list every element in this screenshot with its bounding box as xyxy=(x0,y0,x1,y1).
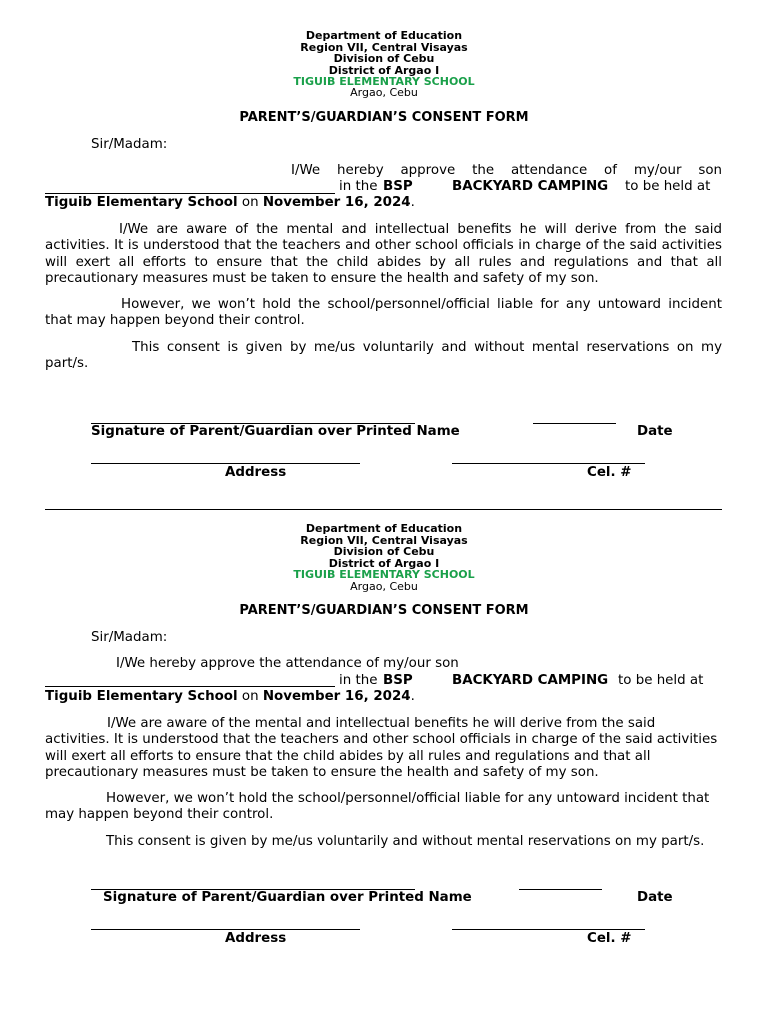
department-heading: Department of Education xyxy=(305,29,463,42)
cel-line[interactable] xyxy=(452,463,645,464)
date-line[interactable] xyxy=(519,889,602,890)
cut-line-divider xyxy=(45,509,722,510)
venue-name: Tiguib Elementary School xyxy=(45,195,238,210)
location-heading: Argao, Cebu xyxy=(350,86,418,99)
school-heading: TIGUIB ELEMENTARY SCHOOL xyxy=(293,75,475,88)
address-line[interactable] xyxy=(91,463,360,464)
venue-line xyxy=(45,689,415,705)
division-heading: Division of Cebu xyxy=(333,545,435,558)
on-text: on xyxy=(241,195,259,210)
son-name-line[interactable] xyxy=(45,193,335,194)
in-the-text: in the xyxy=(339,179,378,194)
approve-text: I/We hereby approve the attendance of my/our son xyxy=(116,656,459,671)
venue-line xyxy=(45,195,415,211)
division-heading: Division of Cebu xyxy=(333,52,435,65)
consent-paragraph: This consent is given by me/us voluntarily and without mental reservations on my part/s. xyxy=(106,834,705,849)
date-label: Date xyxy=(637,424,673,439)
period: . xyxy=(410,689,415,704)
approve-text: I/We hereby approve the attendance of my/our son xyxy=(291,163,722,178)
liability-paragraph: However, we won’t hold the school/personnel/official liable for any untoward incident that may happen beyond their control. xyxy=(45,791,710,823)
salutation: Sir/Madam: xyxy=(91,630,168,645)
awareness-paragraph: I/We are aware of the mental and intellectual benefits he will derive from the said activities. It is understood that the teachers and other school officials in charge of the said activities will exert all efforts to ensure that the child abides by all rules and regulations and that all precautionary measures must be taken to ensure the health and safety of my son. xyxy=(45,716,718,780)
signature-label: Signature of Parent/Guardian over Printed Name xyxy=(103,890,472,905)
cel-label: Cel. # xyxy=(587,465,632,480)
venue-name: Tiguib Elementary School xyxy=(45,689,238,704)
form-title: PARENT’S/GUARDIAN’S CONSENT FORM xyxy=(239,603,529,618)
district-heading: District of Argao I xyxy=(328,64,440,77)
district-heading: District of Argao I xyxy=(328,557,440,570)
school-heading: TIGUIB ELEMENTARY SCHOOL xyxy=(293,568,475,581)
location-heading: Argao, Cebu xyxy=(350,580,418,593)
son-name-line[interactable] xyxy=(45,686,335,687)
salutation: Sir/Madam: xyxy=(91,137,168,152)
cel-label: Cel. # xyxy=(587,931,632,946)
region-heading: Region VII, Central Visayas xyxy=(300,534,468,547)
consent-paragraph: This consent is given by me/us voluntarily and without mental reservations on my part/s. xyxy=(45,340,722,372)
date-line[interactable] xyxy=(533,423,616,424)
in-the-text: in the xyxy=(339,673,378,688)
form-title: PARENT’S/GUARDIAN’S CONSENT FORM xyxy=(239,110,529,125)
address-line[interactable] xyxy=(91,929,360,930)
bsp-text: BSP xyxy=(383,673,413,688)
event-name: BACKYARD CAMPING xyxy=(452,673,609,688)
date-label: Date xyxy=(637,890,673,905)
address-label: Address xyxy=(225,931,287,946)
liability-paragraph: However, we won’t hold the school/personnel/official liable for any untoward incident that may happen beyond their control. xyxy=(45,297,722,329)
event-date: November 16, 2024 xyxy=(262,195,411,210)
held-at-text: to be held at xyxy=(625,179,711,194)
region-heading: Region VII, Central Visayas xyxy=(300,41,468,54)
signature-label: Signature of Parent/Guardian over Printed Name xyxy=(91,424,460,439)
period: . xyxy=(410,195,415,210)
bsp-text: BSP xyxy=(383,179,413,194)
event-name: BACKYARD CAMPING xyxy=(452,179,609,194)
department-heading: Department of Education xyxy=(305,522,463,535)
on-text: on xyxy=(241,689,259,704)
held-at-text: to be held at xyxy=(618,673,704,688)
event-date: November 16, 2024 xyxy=(262,689,411,704)
cel-line[interactable] xyxy=(452,929,645,930)
awareness-paragraph: I/We are aware of the mental and intellectual benefits he will derive from the said activities. It is understood that the teachers and other school officials in charge of the said activities will exert all efforts to ensure that the child abides by all rules and regulations and that all precautionary measures must be taken to ensure the health and safety of my son. xyxy=(45,222,722,286)
address-label: Address xyxy=(225,465,287,480)
